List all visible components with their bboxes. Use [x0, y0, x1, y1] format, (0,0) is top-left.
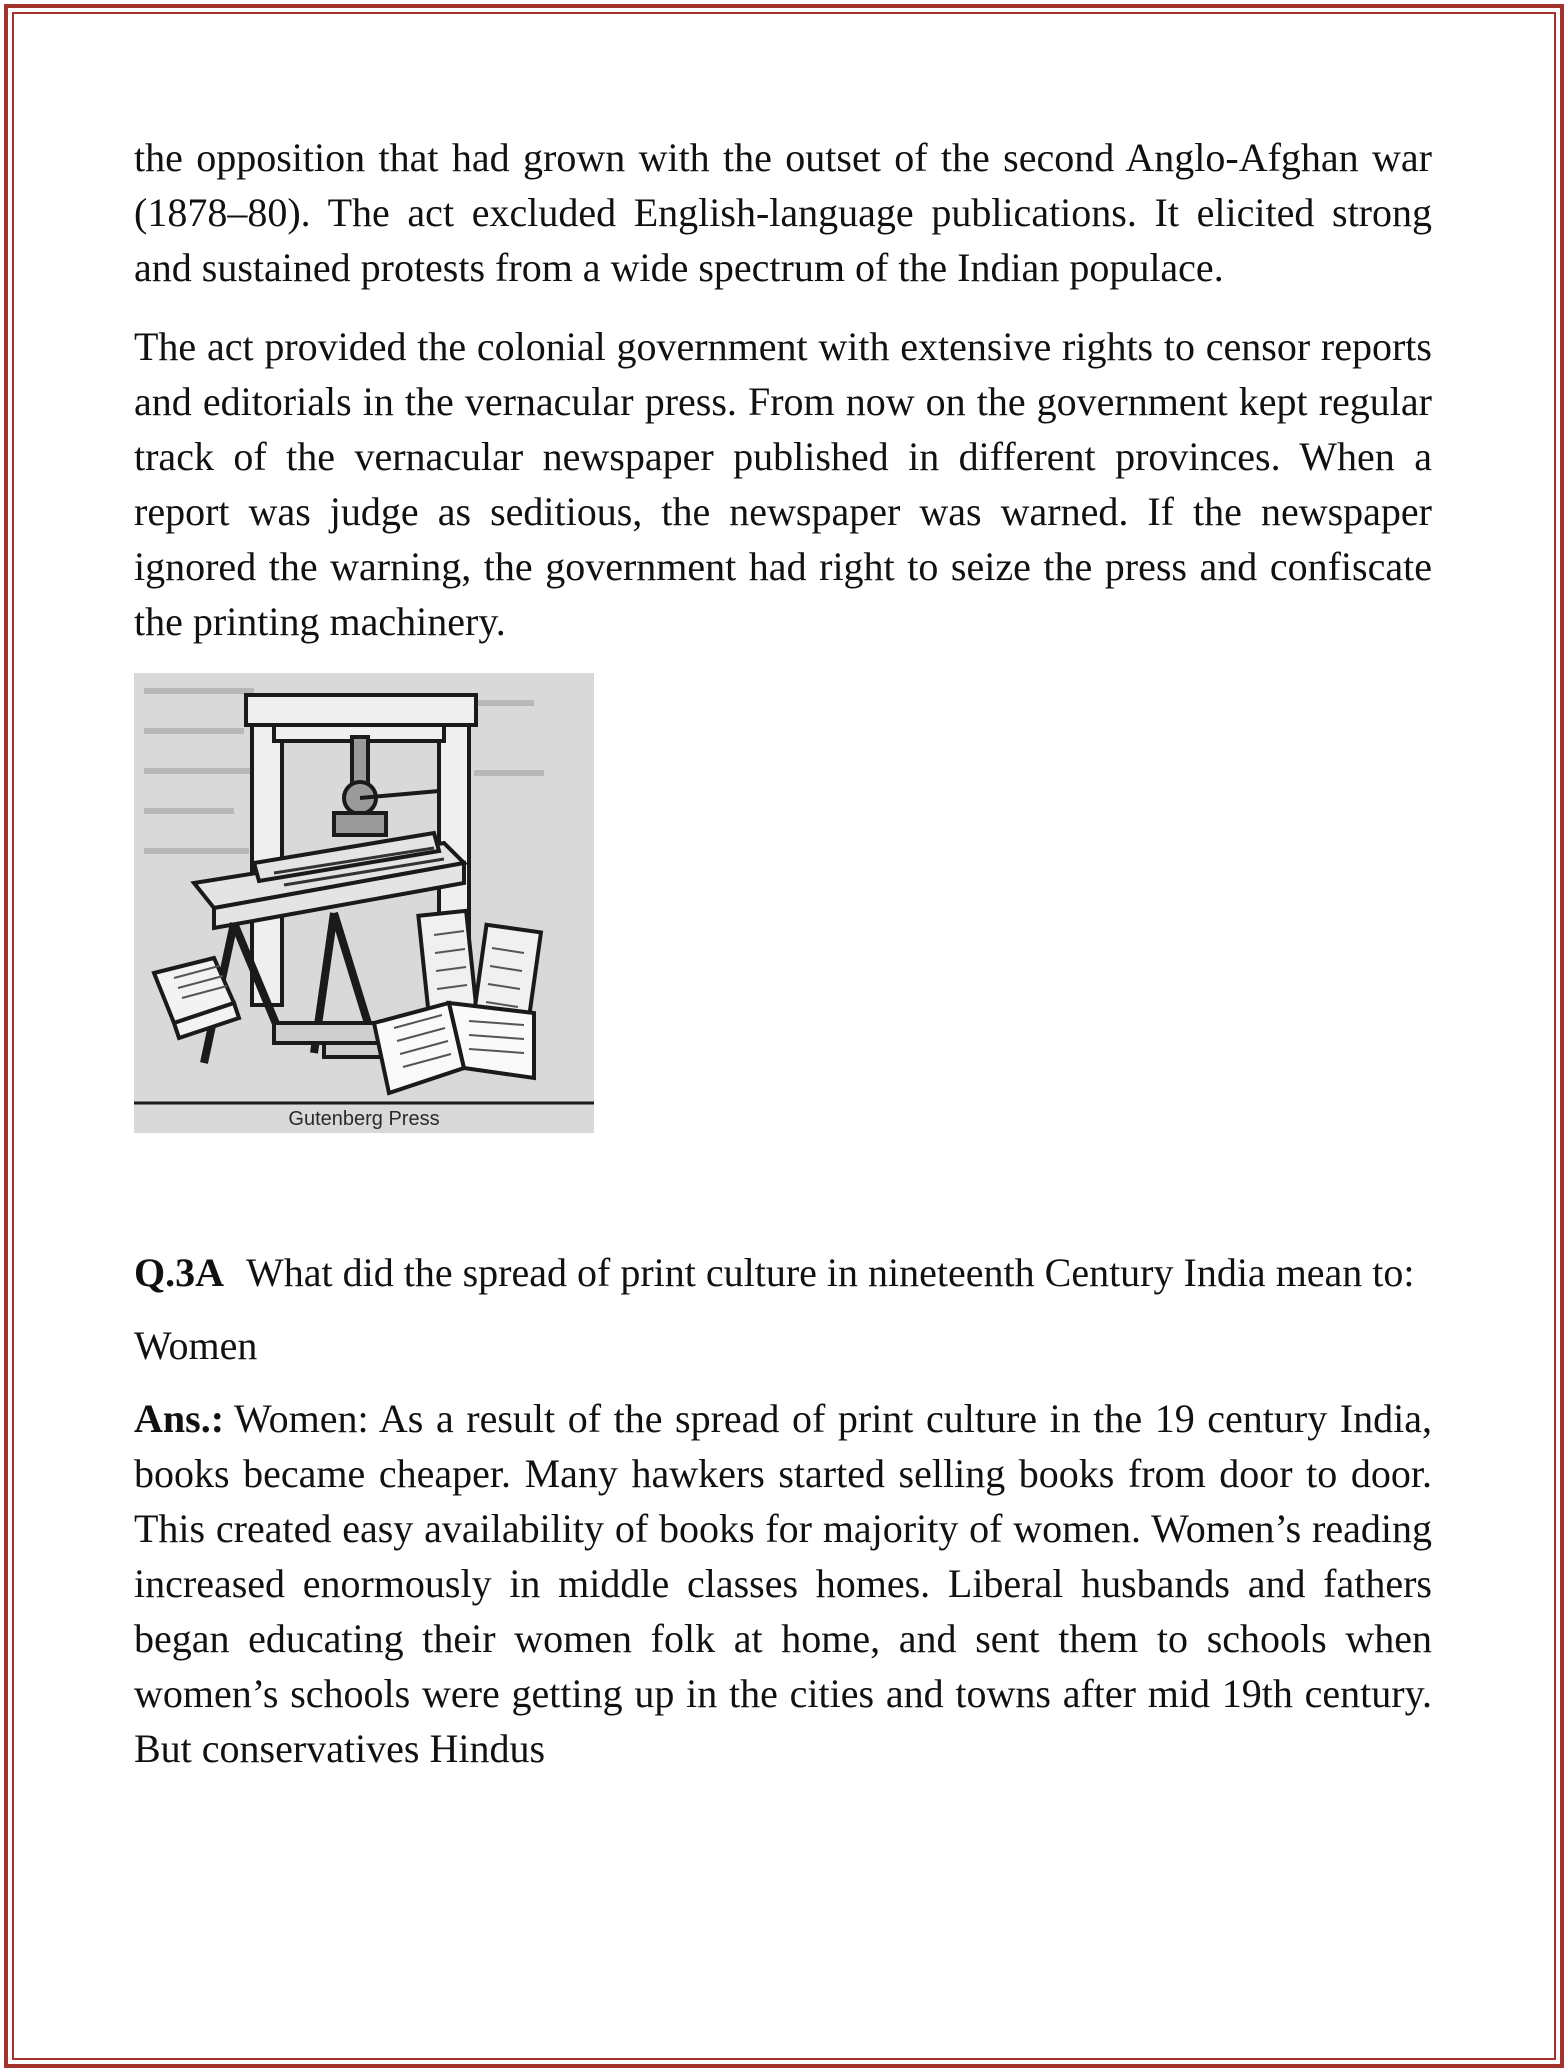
question-text: What did the spread of print culture in nineteenth Century India mean to:	[246, 1250, 1415, 1295]
paragraph-vernacular-act-intro: the opposition that had grown with the outset of the second Anglo-Afghan war (1878–80). The act excluded English-language publications. It elicited strong and sustained protests from a wide spectrum of the Indian populace.	[134, 135, 1432, 290]
answer-text: Women: As a result of the spread of print culture in the 19 century India, books became cheaper. Many hawkers started selling books from door to door. This created easy availability of books for majority of women. Women’s reading increased enormously in middle classes homes. Liberal husbands and fathers began educating their women folk at home, and sent them to schools when women’s schools were getting up in the cities and towns after mid 19th century. But conservatives Hindus	[134, 1396, 1432, 1771]
answer-label: Ans.:	[134, 1396, 225, 1441]
paragraph-vernacular-act-provisions: The act provided the colonial government with extensive rights to censor reports and editorials in the vernacular press. From now on the government kept regular track of the vernacular newspaper published in different provinces. When a report was judge as seditious, the newspaper was warned. If the newspaper ignored the warning, the government had right to seize the press and confiscate the printing machinery.	[134, 324, 1432, 644]
question-label: Q.3A	[134, 1250, 224, 1295]
page-content	[134, 130, 1432, 1776]
question-3a	[134, 1245, 1432, 1300]
printing-press-illustration	[134, 673, 594, 1133]
gutenberg-press-figure	[134, 673, 594, 1133]
answer-paragraph	[134, 1391, 1432, 1776]
question-subtopic: Women	[134, 1323, 258, 1368]
figure-caption: Gutenberg Press	[288, 1108, 440, 1130]
